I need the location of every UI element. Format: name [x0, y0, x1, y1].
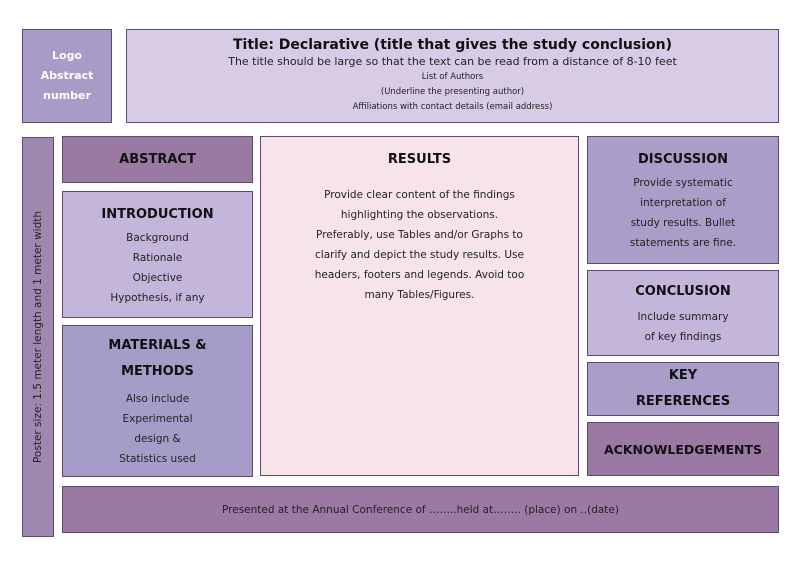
logo-abstract-number-box: [22, 29, 112, 123]
methods-heading-line1: MATERIALS &: [108, 338, 207, 353]
methods-line: Experimental: [122, 413, 193, 425]
introduction-item: Background: [126, 231, 189, 244]
footer-text: Presented at the Annual Conference of ……..held at…….. (place) on ..(date): [222, 503, 619, 516]
discussion-heading: DISCUSSION: [638, 152, 728, 167]
conclusion-line: of key findings: [644, 331, 722, 343]
number-label: number: [43, 89, 91, 102]
results-line: Provide clear content of the findings: [324, 189, 515, 201]
conclusion-heading: CONCLUSION: [635, 284, 731, 299]
key-references-section: [587, 362, 779, 416]
methods-line: Statistics used: [119, 453, 196, 465]
conclusion-section: [587, 270, 779, 356]
discussion-section: [587, 136, 779, 264]
results-line: clarify and depict the study results. Use: [315, 249, 524, 261]
results-heading: RESULTS: [387, 152, 452, 167]
poster-size-label: Poster size: 1.5 meter length and 1 meter width: [32, 210, 44, 464]
poster-title: Title: Declarative (title that gives the study conclusion): [233, 37, 672, 53]
discussion-line: Provide systematic: [633, 177, 733, 189]
results-line: highlighting the observations.: [340, 209, 499, 221]
title-box: [126, 29, 779, 123]
discussion-line: statements are fine.: [629, 237, 737, 249]
conclusion-line: Include summary: [637, 311, 729, 323]
abstract-heading: ABSTRACT: [119, 152, 196, 167]
abstract-section: [62, 136, 253, 183]
acknowledgements-heading: ACKNOWLEDGEMENTS: [603, 441, 763, 457]
materials-methods-section: [62, 325, 253, 477]
key-references-heading-line1: KEY: [668, 368, 698, 383]
discussion-line: interpretation of: [640, 197, 726, 209]
methods-line: Also include: [125, 393, 190, 405]
introduction-heading: INTRODUCTION: [101, 206, 214, 222]
acknowledgements-section: [587, 422, 779, 476]
introduction-item: Objective: [132, 271, 183, 284]
results-section: [260, 136, 579, 476]
methods-line: design &: [134, 433, 181, 445]
results-line: headers, footers and legends. Avoid too: [314, 269, 525, 281]
poster-size-sidebar: [22, 137, 54, 537]
introduction-item: Hypothesis, if any: [110, 291, 205, 304]
introduction-item: Rationale: [132, 251, 183, 264]
logo-label: Logo: [52, 49, 82, 62]
title-instruction: The title should be large so that the text can be read from a distance of 8-10 feet: [228, 55, 677, 68]
footer-box: [62, 486, 779, 533]
discussion-line: study results. Bullet: [630, 217, 736, 229]
results-line: Preferably, use Tables and/or Graphs to: [316, 229, 523, 241]
introduction-section: [62, 191, 253, 318]
key-references-heading-line2: REFERENCES: [635, 394, 731, 409]
methods-heading-line2: METHODS: [121, 364, 194, 379]
affiliations: Affiliations with contact details (email address): [352, 102, 553, 112]
abstract-label: Abstract: [40, 69, 94, 82]
results-line: many Tables/Figures.: [364, 289, 475, 301]
presenting-author-note: (Underline the presenting author): [380, 87, 525, 97]
authors-list: List of Authors: [421, 72, 484, 82]
